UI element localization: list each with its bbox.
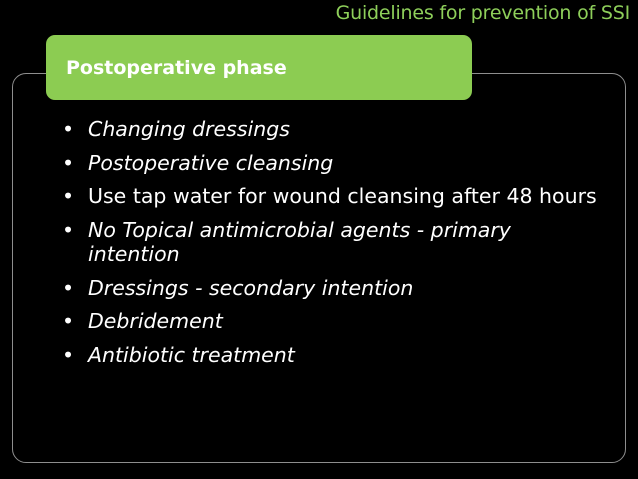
- bullet-text: Changing dressings: [88, 117, 290, 141]
- bullet-text: Dressings - secondary intention: [88, 275, 414, 300]
- bullet-point-icon: •: [62, 217, 75, 242]
- bullet-item: [58, 343, 598, 368]
- bullet-text: Postoperative cleansing: [88, 150, 334, 175]
- bullet-point-icon: •: [62, 117, 75, 141]
- bullet-text: No Topical antimicrobial agents - primary intention: [88, 217, 511, 266]
- bullet-item: [58, 218, 598, 267]
- bullet-text: Use tap water for wound cleansing after 48 hours: [88, 184, 597, 208]
- bullet-point-icon: •: [62, 150, 75, 175]
- bullet-item: [58, 276, 598, 301]
- slide-title: Guidelines for prevention of SSI: [335, 2, 630, 24]
- bullet-item: [58, 117, 598, 142]
- bullet-point-icon: •: [62, 309, 75, 333]
- bullet-item: [58, 184, 598, 209]
- bullet-list: [58, 117, 598, 376]
- section-header: [46, 35, 472, 100]
- bullet-item: [58, 151, 598, 176]
- bullet-text: Antibiotic treatment: [88, 342, 295, 367]
- bullet-item: [58, 309, 598, 334]
- bullet-point-icon: •: [62, 184, 75, 208]
- section-header-label: Postoperative phase: [66, 56, 287, 79]
- bullet-text: Debridement: [88, 309, 223, 333]
- bullet-point-icon: •: [62, 342, 75, 367]
- bullet-point-icon: •: [62, 275, 75, 300]
